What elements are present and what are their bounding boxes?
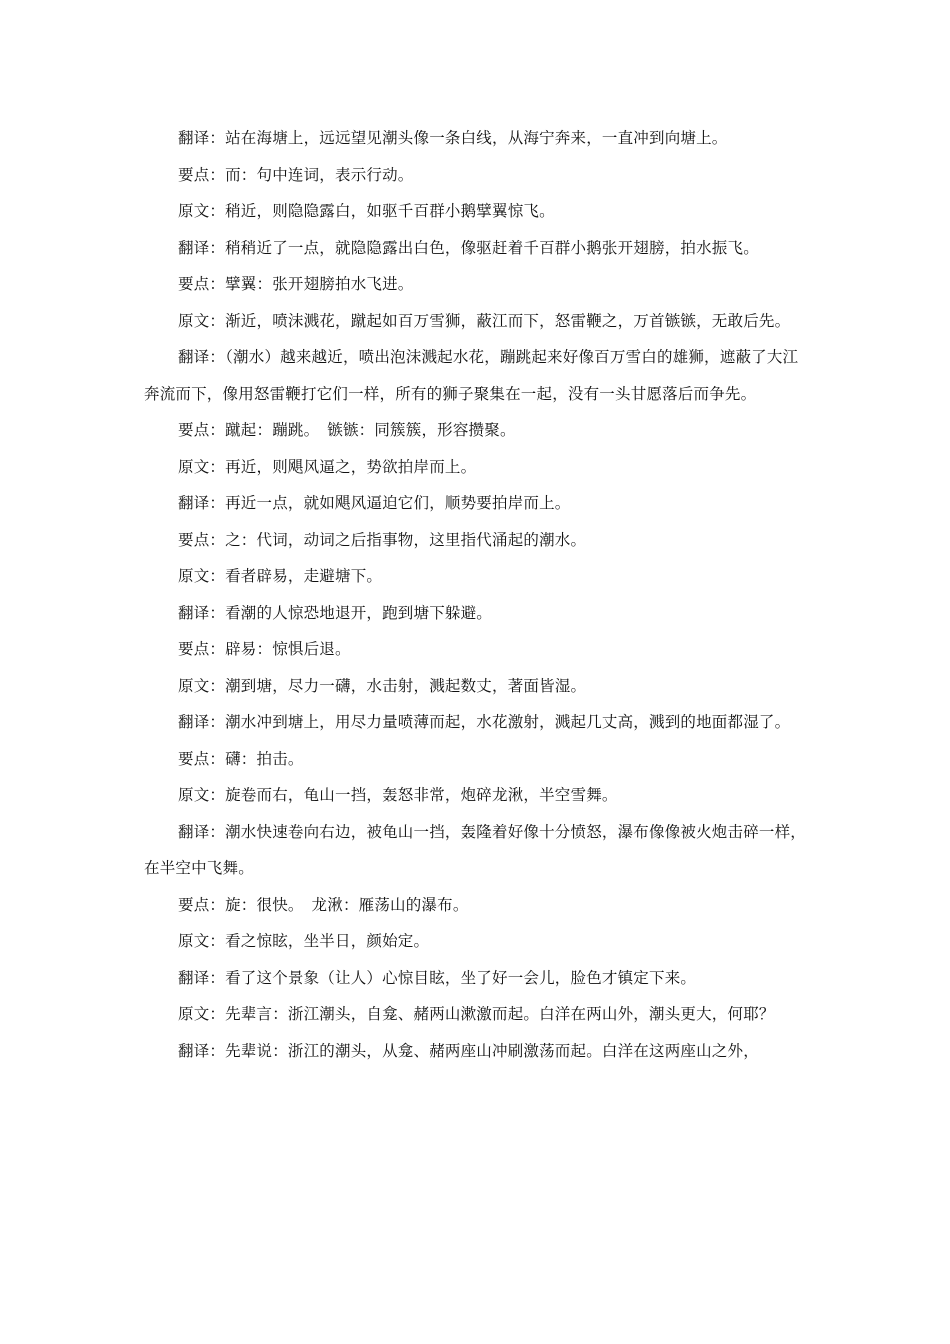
paragraph-22: 翻译：看了这个景象（让人）心惊目眩，坐了好一会儿，脸色才镇定下来。 xyxy=(178,968,697,987)
paragraph-18: 原文：旋卷而右，龟山一挡，轰怒非常，炮碎龙湫，半空雪舞。 xyxy=(178,786,618,804)
paragraph-19: 翻译：潮水快速卷向右边，被龟山一挡，轰隆着好像十分愤怒，瀑布像像被火炮击碎一样，在半空中飞舞。 xyxy=(144,822,807,877)
paragraph-11: 要点：之：代词，动词之后指事物，这里指代涌起的潮水。 xyxy=(178,530,587,549)
paragraph-4: 翻译：稍稍近了一点，就隐隐露出白色，像驱赶着千百群小鹅张开翅膀，拍水振飞。 xyxy=(178,238,759,257)
document-page xyxy=(144,120,810,1069)
paragraph-13: 翻译：看潮的人惊恐地退开，跑到塘下躲避。 xyxy=(178,603,493,622)
paragraph-3: 原文：稍近，则隐隐露白，如驱千百群小鹅擘翼惊飞。 xyxy=(178,202,555,220)
paragraph-14: 要点：辟易：惊惧后退。 xyxy=(178,640,351,658)
paragraph-17: 要点：礴：拍击。 xyxy=(178,749,304,768)
paragraph-2: 要点：而：句中连词，表示行动。 xyxy=(178,165,414,184)
paragraph-15: 原文：潮到塘，尽力一礴，水击射，溅起数丈，著面皆湿。 xyxy=(178,676,587,695)
paragraph-8: 要点：蹴起：蹦跳。 镞镞：同簇簇，形容攒聚。 xyxy=(178,421,516,439)
paragraph-20: 要点：旋：很快。 龙湫：雁荡山的瀑布。 xyxy=(178,895,469,914)
paragraph-12: 原文：看者辟易，走避塘下。 xyxy=(178,567,383,585)
paragraph-10: 翻译：再近一点，就如飓风逼迫它们，顺势要拍岸而上。 xyxy=(178,494,571,512)
paragraph-16: 翻译：潮水冲到塘上，用尽力量喷薄而起，水花激射，溅起几丈高，溅到的地面都湿了。 xyxy=(178,713,791,731)
paragraph-23: 原文：先辈言：浙江潮头，自龛、赭两山漱激而起。白洋在两山外，潮头更大，何耶？ xyxy=(178,1005,775,1023)
paragraph-7: 翻译：（潮水）越来越近，喷出泡沫溅起水花，蹦跳起来好像百万雪白的雄狮，遮蔽了大江奔流而下，像用怒雷鞭打它们一样，所有的狮子聚集在一起，没有一头甘愿落后而争先。 xyxy=(144,348,799,403)
paragraph-21: 原文：看之惊眩，坐半日，颜始定。 xyxy=(178,932,430,950)
paragraph-9: 原文：再近，则飓风逼之，势欲拍岸而上。 xyxy=(178,457,477,476)
paragraph-5: 要点：擘翼：张开翅膀拍水飞进。 xyxy=(178,275,414,293)
paragraph-1: 翻译：站在海塘上，远远望见潮头像一条白线，从海宁奔来，一直冲到向塘上。 xyxy=(178,129,728,147)
paragraph-24: 翻译：先辈说：浙江的潮头，从龛、赭两座山冲刷激荡而起。白洋在这两座山之外， xyxy=(178,1041,759,1060)
paragraph-6: 原文：渐近，喷沫溅花，蹴起如百万雪狮，蔽江而下，怒雷鞭之，万首镞镞，无敢后先。 xyxy=(178,311,791,330)
